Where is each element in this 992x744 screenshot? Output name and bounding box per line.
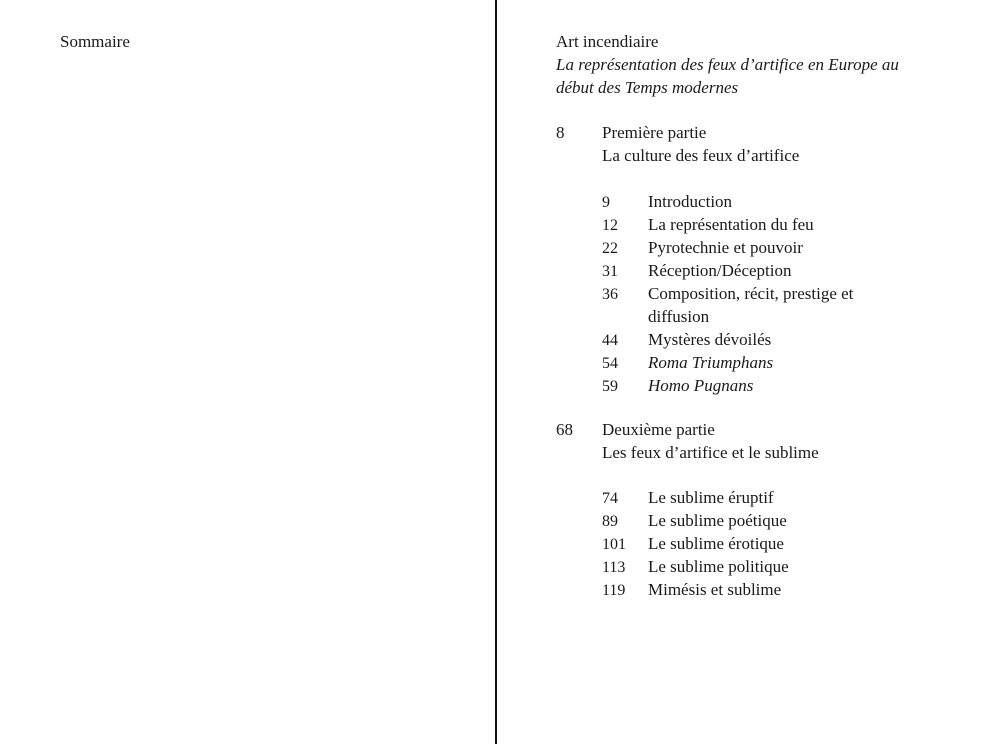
chapter-page-number: 89 [602, 513, 618, 530]
chapter-entry [602, 351, 942, 374]
chapter-title: Composition, récit, prestige et diffusion [648, 284, 854, 326]
chapter-page-number: 36 [602, 286, 618, 303]
chapter-page-number: 31 [602, 263, 618, 280]
chapter-entry [602, 259, 942, 282]
chapter-entry [602, 532, 942, 555]
chapter-entry [602, 486, 942, 509]
part-title: Les feux d’artifice et le sublime [602, 443, 819, 462]
chapter-page-number: 12 [602, 217, 618, 234]
chapter-title: Le sublime érotique [648, 534, 784, 553]
chapter-page-number: 59 [602, 378, 618, 395]
chapter-page-number: 119 [602, 582, 626, 599]
left-page [0, 0, 495, 744]
chapter-title: Le sublime politique [648, 557, 789, 576]
chapter-page-number: 101 [602, 536, 626, 553]
chapter-title: Roma Triumphans [648, 353, 774, 372]
chapter-page-number: 44 [602, 332, 618, 349]
chapter-entry [602, 578, 942, 601]
chapter-page-number: 54 [602, 355, 618, 372]
part-label: Deuxième partie [602, 420, 715, 439]
part-2-chapter-list [602, 486, 942, 601]
right-page [497, 0, 992, 744]
chapter-page-number: 113 [602, 559, 626, 576]
chapter-entry [602, 213, 942, 236]
chapter-entry [602, 374, 942, 397]
chapter-page-number: 22 [602, 240, 618, 257]
part-1-chapter-list [602, 190, 942, 397]
book-title: Art incendiaire [556, 32, 659, 51]
chapter-entry [602, 328, 942, 351]
contents-heading: Sommaire [60, 32, 130, 51]
chapter-title: Le sublime éruptif [648, 488, 774, 507]
chapter-entry [602, 509, 942, 532]
chapter-entry [602, 555, 942, 578]
chapter-entry [602, 236, 942, 259]
chapter-entry [602, 282, 942, 328]
chapter-title: Homo Pugnans [648, 376, 754, 395]
chapter-entry [602, 190, 942, 213]
chapter-page-number: 74 [602, 490, 618, 507]
chapter-title: Introduction [648, 192, 733, 211]
chapter-page-number: 9 [602, 194, 610, 211]
chapter-title: Mystères dévoilés [648, 330, 772, 349]
chapter-title: Mimésis et sublime [648, 580, 782, 599]
chapter-title: Le sublime poétique [648, 511, 787, 530]
chapter-title: La représentation du feu [648, 215, 814, 234]
chapter-title: Réception/Déception [648, 261, 792, 280]
part-title: La culture des feux d’artifice [602, 146, 800, 165]
part-page-number: 68 [556, 420, 573, 439]
part-label: Première partie [602, 123, 707, 142]
part-page-number: 8 [556, 123, 565, 142]
chapter-title: Pyrotechnie et pouvoir [648, 238, 803, 257]
book-subtitle: La représentation des feux d’artifice en Europe au début des Temps modernes [556, 55, 899, 97]
